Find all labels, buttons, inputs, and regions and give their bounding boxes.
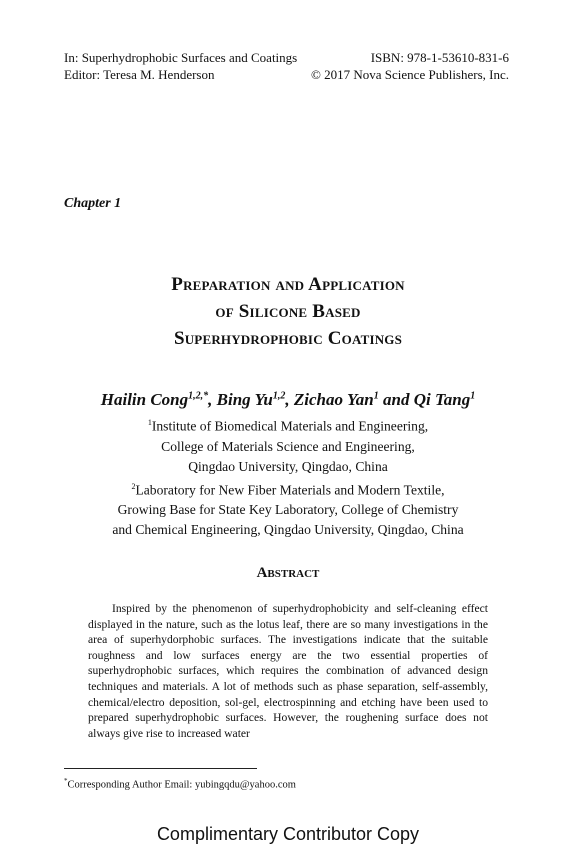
isbn: ISBN: 978-1-53610-831-6 [370,50,509,65]
header-row-1 [64,49,509,66]
author-sup: 1,2 [272,390,286,402]
affiliation-line [0,457,576,477]
header-row-2 [64,66,509,83]
copyright: © 2017 Nova Science Publishers, Inc. [311,67,509,82]
author-sep: , [285,390,294,409]
author-sup: 1,2,* [188,390,209,402]
affiliation-line [0,437,576,457]
abstract-heading: Abstract [256,565,320,581]
chapter-title [0,271,576,352]
author-sup: 1 [373,390,379,402]
author-name: Hailin Cong [100,390,189,409]
author-sep: and [378,390,414,409]
author-list [0,390,576,410]
author-name: Bing Yu [216,390,273,409]
author-sep: , [208,390,217,409]
complimentary-copy-watermark: Complimentary Contributor Copy [156,824,420,844]
author-sup: 1 [470,390,476,402]
footnote-divider [64,768,257,769]
affiliation-line [0,477,576,501]
book-title: In: Superhydrophobic Surfaces and Coatings [64,50,298,65]
affiliation-text: Qingdao University, Qingdao, China [188,458,388,474]
title-line: Preparation and Application [171,274,405,295]
editor: Editor: Teresa M. Henderson [64,67,215,82]
affiliation-line [0,500,576,520]
affiliation-line [0,520,576,540]
chapter-label: Chapter 1 [64,196,122,211]
affiliation-sup: 1 [147,418,152,427]
affiliation-text: Growing Base for State Key Laboratory, College of Chemistry [117,502,459,518]
footnote-text: Corresponding Author Email: yubingqdu@yahoo.com [67,779,296,791]
affiliation-text: Institute of Biomedical Materials and Engineering, [151,418,429,434]
affiliations [0,413,576,540]
footnote-marker: * [64,777,68,785]
running-header [64,49,509,83]
footnote [64,777,296,791]
affiliation-line [0,413,576,437]
abstract-body: Inspired by the phenomenon of superhydrophobicity and self-cleaning effect displayed in the nature, such as the lotus leaf, there are so many investigations in the area of superhydorphobic surfaces. The investigations indicate that the suitable roughness and low surfaces energy are the two essential properties of superhydrophobic surfaces, which requires the combination of advanced design techniques and materials. A lot of methods such as phase separation, self-assembly, chemical/electro deposition, sol-gel, electrospinning and etching have been used to prepared superhydrophobic surfaces. However, the roughening surface does not always give rise to increased water [88,602,488,740]
affiliation-sup: 2 [131,481,136,491]
author-name: Qi Tang [413,390,471,409]
title-line: of Silicone Based [215,301,361,322]
title-line: Superhydrophobic Coatings [173,328,403,349]
affiliation-text: College of Materials Science and Engineering, [161,438,415,454]
affiliation-text: Laboratory for New Fiber Materials and Modern Textile, [135,482,445,498]
affiliation-text: and Chemical Engineering, Qingdao University, Qingdao, China [112,522,464,538]
author-name: Zichao Yan [293,390,374,409]
